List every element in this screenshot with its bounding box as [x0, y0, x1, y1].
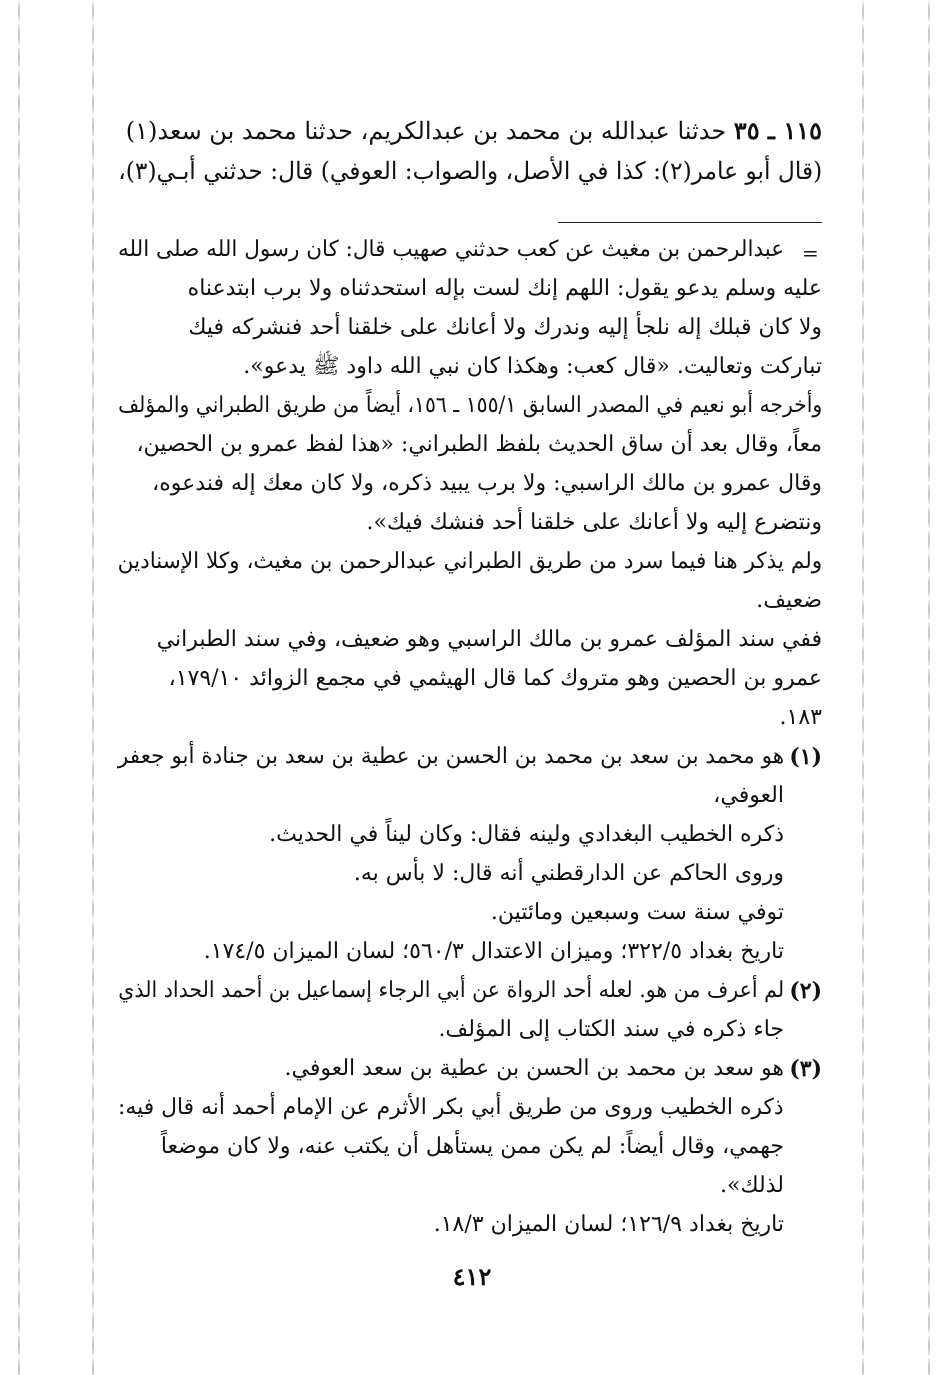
footnote-2-line: جاء ذكره في سند الكتاب إلى المؤلف.	[438, 1017, 784, 1042]
scan-edge-left-inner	[92, 0, 94, 1375]
scan-edge-right	[928, 0, 930, 1375]
footnote-cont-line: ضعيف.	[756, 588, 822, 613]
footnote-cont-line: تباركت وتعاليت. «قال كعب: وهكذا كان نبي الله داود ﷺ يدعو».	[243, 354, 822, 379]
footnote-2-number: (٢)	[789, 978, 822, 1004]
footnote-cont-line: عمرو بن الحصين وهو متروك كما قال الهيثمي في مجمع الزوائد ١٧٩/١٠،	[168, 666, 822, 691]
footnote-3-line: لذلك».	[720, 1173, 784, 1198]
footnote-2-line: لم أعرف من هو. لعله أحد الرواة عن أبي الرجاء إسماعيل بن أحمد الحداد الذي	[118, 978, 784, 1003]
scan-edge-right-inner	[862, 0, 864, 1375]
footnote-1-line: وروى الحاكم عن الدارقطني أنه قال: لا بأس به.	[353, 861, 784, 886]
continuation-marker: =	[802, 241, 819, 265]
footnote-1-line: توفي سنة ست وسبعين ومائتين.	[490, 900, 784, 925]
footnote-3-number: (٣)	[789, 1056, 822, 1082]
footnote-cont-line: ولم يذكر هنا فيما سرد من طريق الطبراني عبدالرحمن بن مغيث، وكلا الإسنادين	[117, 549, 822, 574]
footnote-1-line: تاريخ بغداد ٣٢٢/٥؛ وميزان الاعتدال ٥٦٠/٣؛ لسان الميزان ١٧٤/٥.	[203, 939, 784, 964]
footnote-cont-line: معاً، وقال بعد أن ساق الحديث بلفظ الطبراني: «هذا لفظ عمرو بن الحصين،	[136, 432, 822, 457]
footnote-cont-line: ففي سند المؤلف عمرو بن مالك الراسبي وهو ضعيف، وفي سند الطبراني	[156, 627, 822, 652]
footnote-cont-line: وقال عمرو بن مالك الراسبي: ولا برب يبيد ذكره، ولا كان معك إله فندعوه،	[152, 471, 822, 496]
page-number: ٤١٢	[452, 1262, 492, 1291]
footnote-1-line: ذكره الخطيب البغدادي ولينه فقال: وكان ليناً في الحديث.	[269, 822, 784, 847]
footnote-cont-line: ونتضرع إليه ولا أعانك على خلقنا أحد فنشك فيك».	[366, 510, 822, 535]
footnote-cont-line: عبدالرحمن بن مغيث عن كعب حدثني صهيب قال: كان رسول الله صلى الله	[117, 237, 784, 262]
footnote-1-line: العوفي،	[713, 783, 784, 808]
footnote-1-line: هو محمد بن سعد بن محمد بن الحسن بن عطية بن سعد بن جنادة أبو جعفر	[117, 744, 784, 769]
footnote-3-line: تاريخ بغداد ١٢٦/٩؛ لسان الميزان ١٨/٣.	[433, 1212, 784, 1237]
footnote-1-number: (١)	[789, 744, 822, 770]
hadith-number: ١١٥ ـ ٣٥	[733, 116, 822, 145]
footnote-cont-line: عليه وسلم يدعو يقول: اللهم إنك لست بإله استحدثناه ولا برب ابتدعناه	[187, 276, 822, 301]
footnote-3-line: ذكره الخطيب وروى من طريق أبي بكر الأثرم عن الإمام أحمد أنه قال فيه:	[118, 1095, 784, 1120]
main-line-2: (قال أبو عامر(٢): كذا في الأصل، والصواب: العوفي) قال: حدثني أبـي(٣)،	[118, 157, 822, 185]
footnote-cont-line: ولا كان قبلك إله نلجأ إليه وندرك ولا أعانك على خلقنا أحد فنشركه فيك	[188, 315, 822, 340]
footnote-cont-line: ١٨٣.	[779, 705, 822, 730]
footnote-3-line: هو سعد بن محمد بن الحسن بن عطية بن سعد العوفي.	[284, 1056, 784, 1081]
footnote-divider	[558, 222, 822, 223]
footnote-cont-line: وأخرجه أبو نعيم في المصدر السابق ١٥٥/١ ـ ١٥٦، أيضاً من طريق الطبراني والمؤلف	[117, 393, 822, 418]
main-line-1-text: حدثنا عبدالله بن محمد بن عبدالكريم، حدثنا محمد بن سعد(١)	[125, 117, 727, 145]
footnote-3-line: جهمي، وقال أيضاً: لم يكن ممن يستأهل أن يكتب عنه، ولا كان موضعاً	[160, 1134, 784, 1159]
scan-edge-left	[18, 0, 20, 1375]
main-line-1	[126, 112, 822, 150]
